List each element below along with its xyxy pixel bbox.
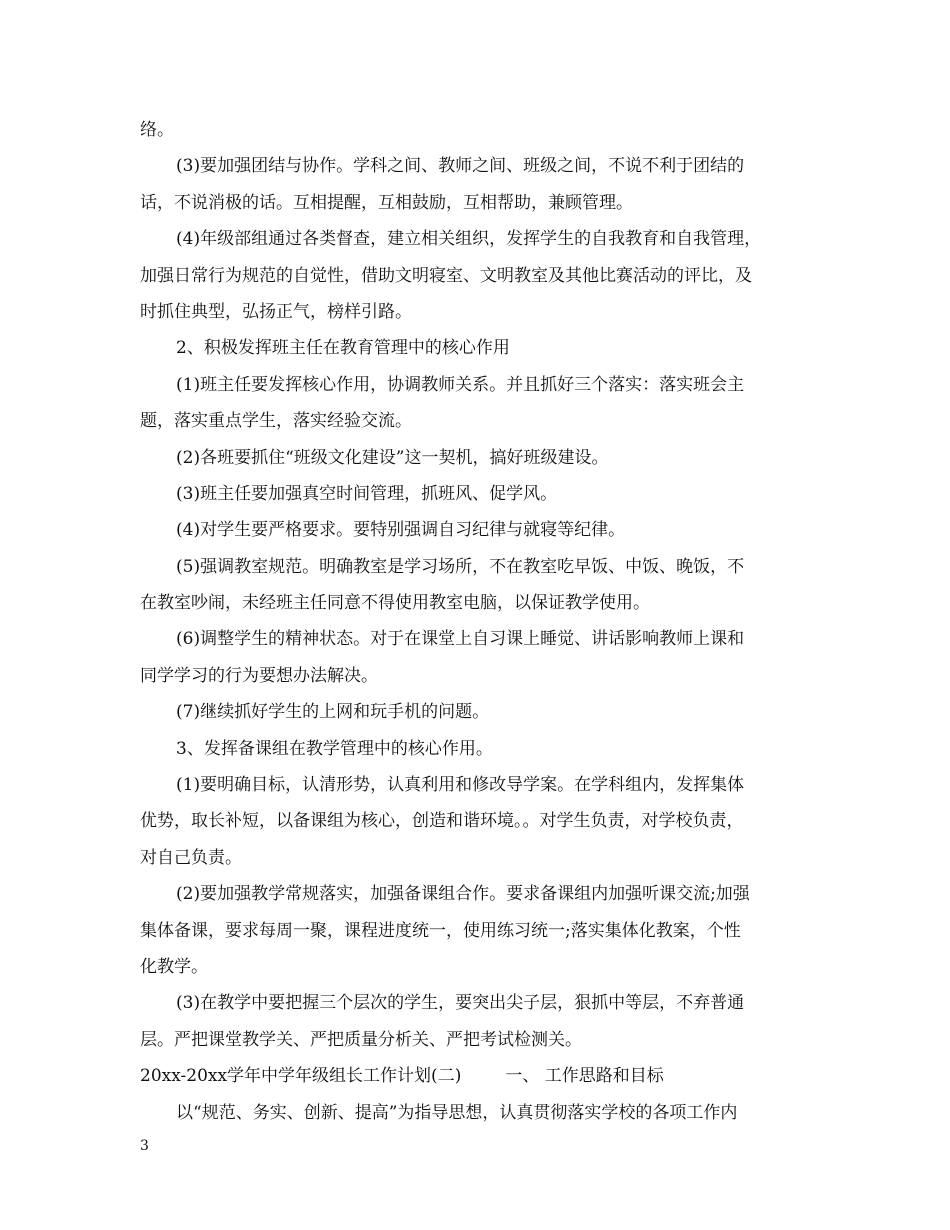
- section-heading: [140, 1058, 820, 1094]
- paragraph-line: (3)班主任要加强真空时间管理，抓班风、促学风。: [176, 483, 558, 504]
- paragraph-line: 时抓住典型，弘扬正气，榜样引路。: [140, 301, 412, 322]
- paragraph-line: 化教学。: [140, 956, 208, 977]
- paragraph-line: 题，落实重点学生，落实经验交流。: [140, 411, 412, 432]
- paragraph-line: 对自己负责。: [140, 847, 242, 868]
- paragraph-line: (7)继续抓好学生的上网和玩手机的问题。: [176, 702, 490, 723]
- paragraph-line: (2)要加强教学常规落实，加强备课组合作。要求备课组内加强听课交流;加强: [176, 884, 750, 905]
- paragraph-line: (6)调整学生的精神状态。对于在课堂上自习课上睡觉、讲话影响教师上课和: [176, 629, 745, 650]
- paragraph-line: 集体备课，要求每周一聚，课程进度统一，使用练习统一;落实集体化教案，个性: [140, 920, 741, 941]
- paragraph-line: (3)要加强团结与协作。学科之间、教师之间、班级之间，不说不利于团结的: [176, 156, 745, 177]
- section-title: 一、 工作思路和目标: [505, 1066, 664, 1087]
- paragraph-line: 在教室吵闹，未经班主任同意不得使用教室电脑，以保证教学使用。: [140, 593, 650, 614]
- paragraph-line: 以“规范、务实、创新、提高”为指导思想，认真贯彻落实学校的各项工作内: [176, 1102, 738, 1123]
- paragraph-line: (4)对学生要严格要求。要特别强调自习纪律与就寝等纪律。: [176, 520, 626, 541]
- paragraph-line: (1)班主任要发挥核心作用，协调教师关系。并且抓好三个落实：落实班会主: [176, 374, 745, 395]
- paragraph-line: 络。: [140, 120, 174, 140]
- paragraph-line: 层。严把课堂教学关、严把质量分析关、严把考试检测关。: [140, 1029, 582, 1050]
- plan-title: 20xx-20xx学年中学年级组长工作计划(二): [140, 1066, 462, 1087]
- paragraph-line: (4)年级部组通过各类督查，建立相关组织，发挥学生的自我教育和自我管理，: [176, 229, 762, 250]
- paragraph-line: 3、发挥备课组在教学管理中的核心作用。: [176, 738, 493, 759]
- paragraph-line: 话，不说消极的话。互相提醒，互相鼓励，互相帮助，兼顾管理。: [140, 192, 633, 213]
- paragraph-line: 2、积极发挥班主任在教育管理中的核心作用: [176, 338, 510, 359]
- paragraph-line: 优势，取长补短，以备课组为核心，创造和谐环境。。对学生负责，对学校负责，: [140, 811, 744, 832]
- paragraph-line: (5)强调教室规范。明确教室是学习场所，不在教室吃早饭、中饭、晚饭，不: [176, 556, 745, 577]
- paragraph-line: (2)各班要抓住“班级文化建设”这一契机，搞好班级建设。: [176, 447, 609, 468]
- page-number: 3: [140, 1138, 149, 1154]
- document-body: [140, 112, 820, 1131]
- paragraph-line: 同学学习的行为要想办法解决。: [140, 665, 378, 686]
- paragraph-line: (3)在教学中要把握三个层次的学生，要突出尖子层，狠抓中等层，不弃普通: [176, 993, 745, 1014]
- paragraph-line: 加强日常行为规范的自觉性，借助文明寝室、文明教室及其他比赛活动的评比，及: [140, 265, 752, 286]
- heading-gap: [461, 1058, 505, 1094]
- paragraph-line: (1)要明确目标，认清形势，认真利用和修改导学案。在学科组内，发挥集体: [176, 775, 745, 796]
